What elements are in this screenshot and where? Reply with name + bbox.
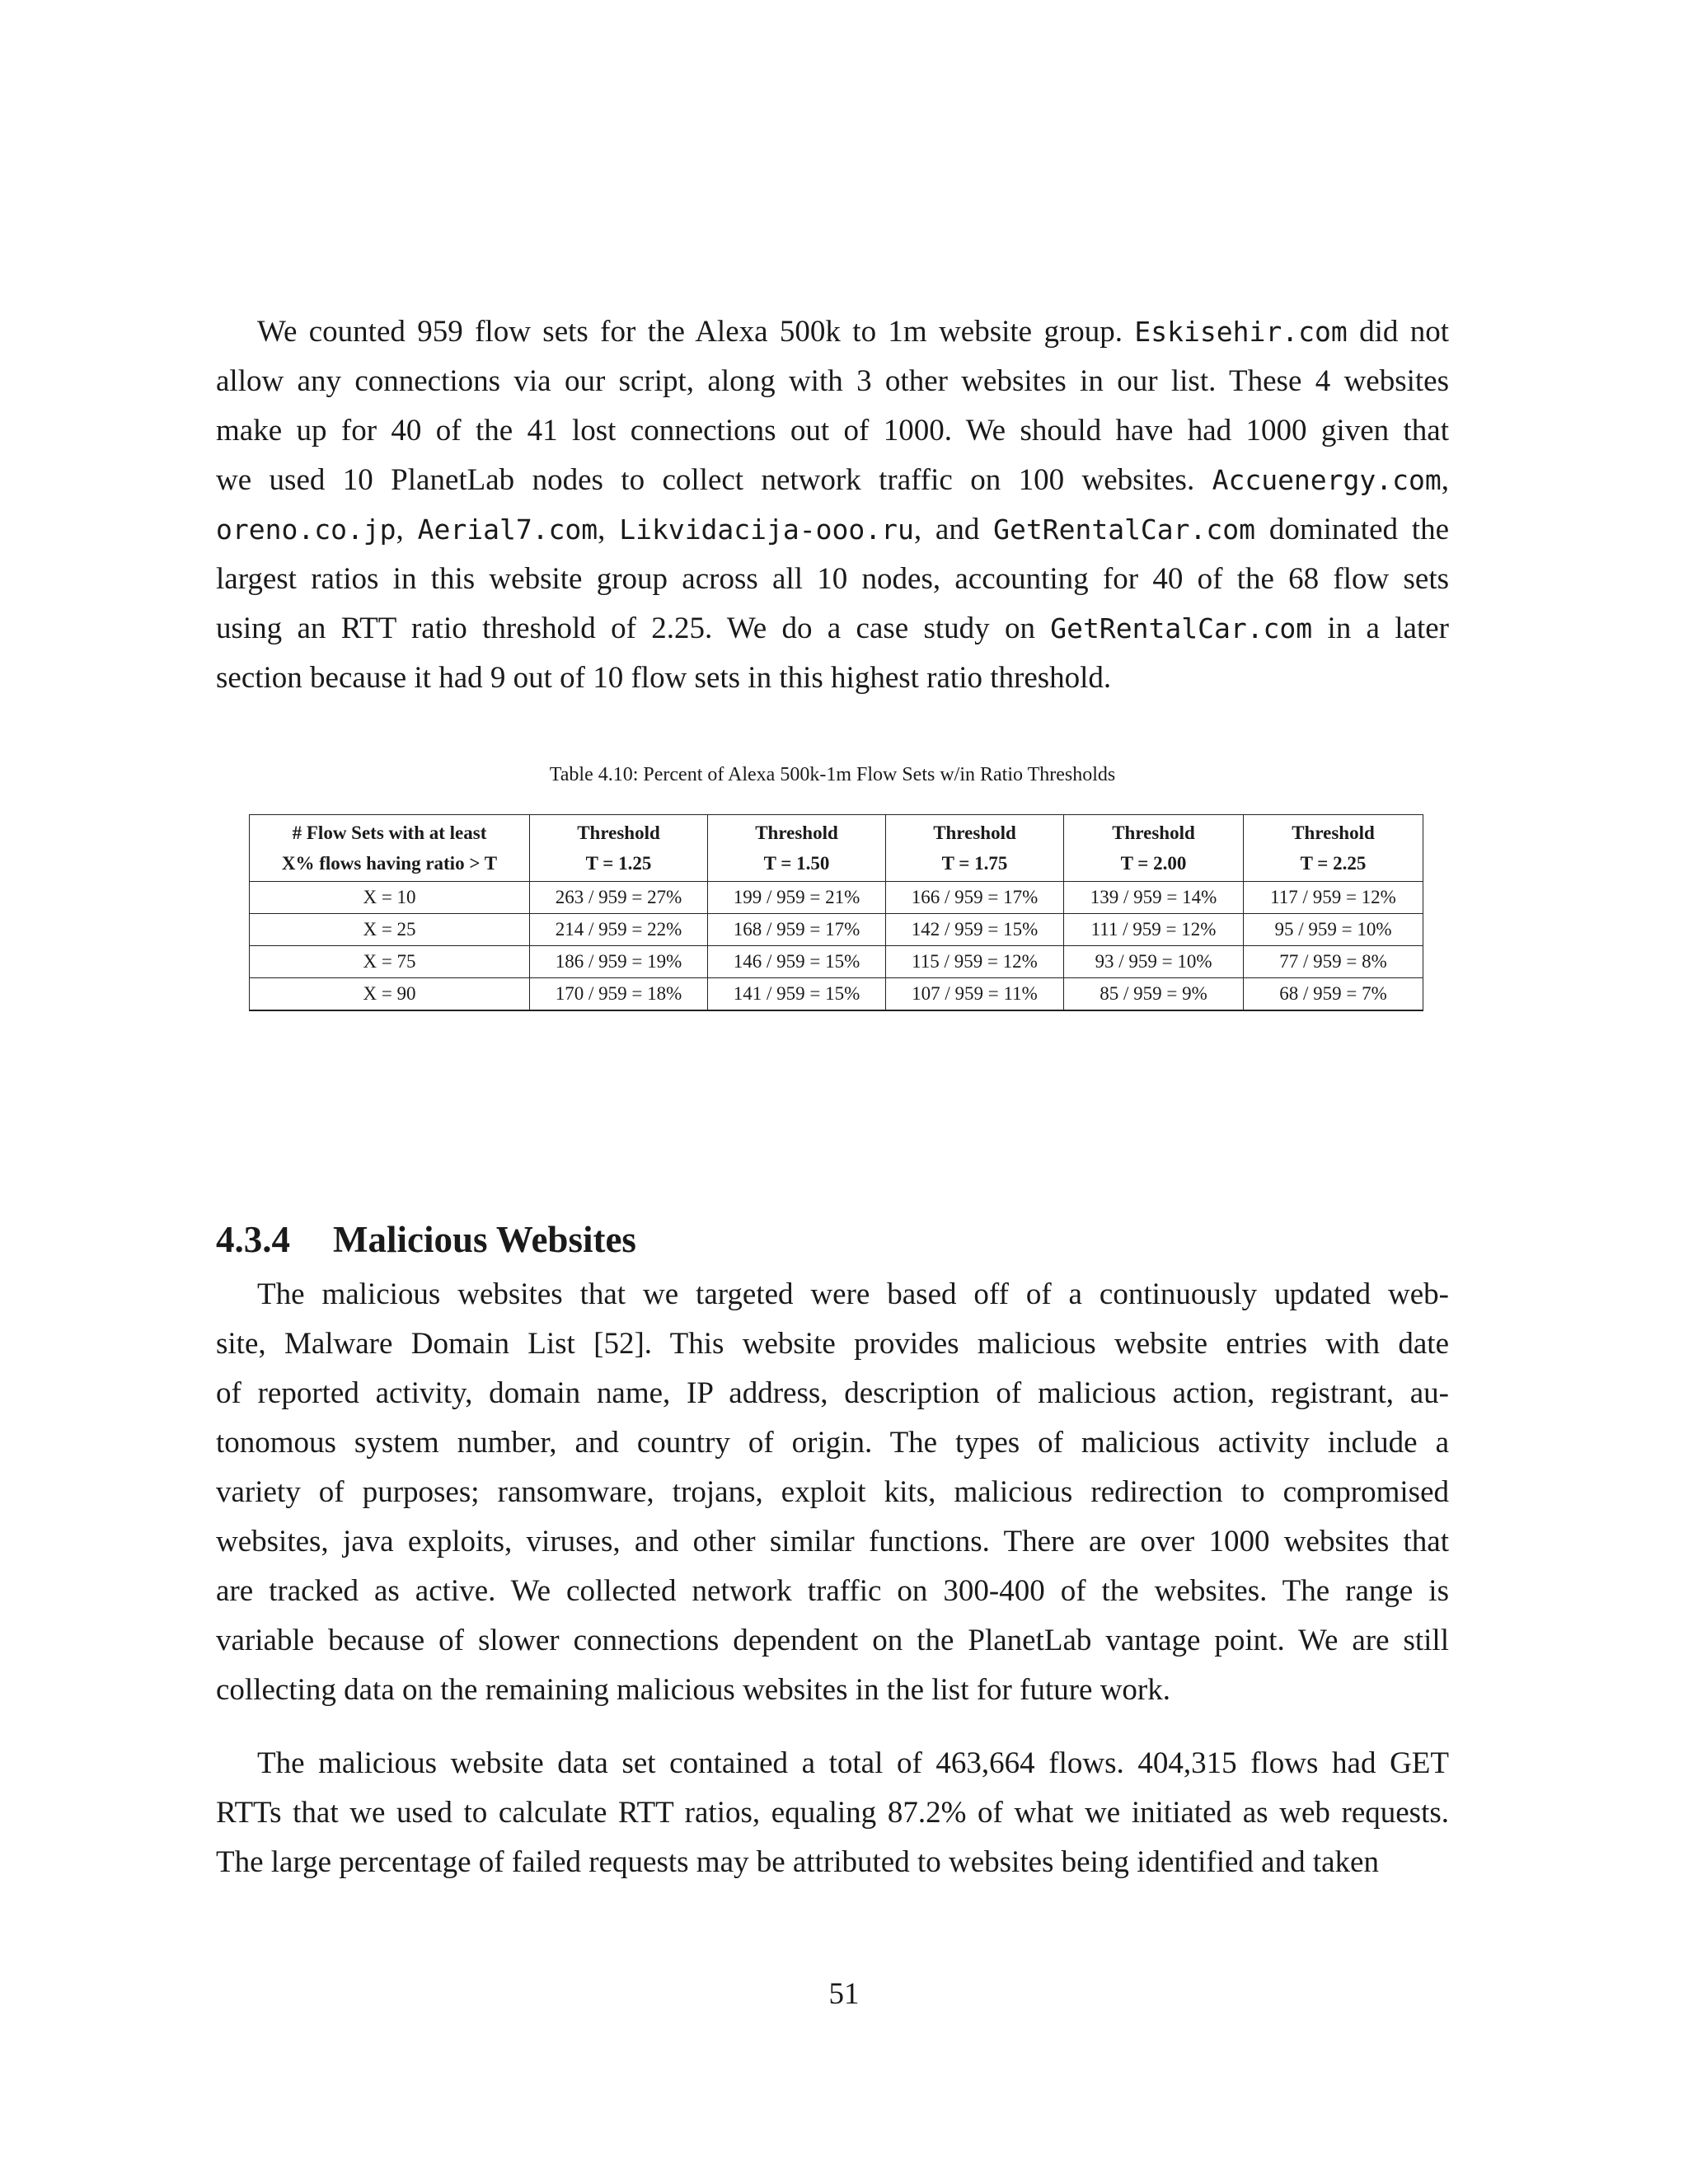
text-run: RTTs that we used to calculate RTT ratios, equaling 87.2% of what we initiated as web requests. [216, 1796, 1449, 1830]
section-title: Malicious Websites [333, 1219, 636, 1260]
text-line [216, 456, 1449, 505]
table-header-cell: Threshold T = 1.75 [886, 815, 1064, 882]
row-label: X = 10 [250, 882, 530, 914]
text-run: using an RTT ratio threshold of 2.25. We do a case study on [216, 612, 1051, 645]
table-header-cell: Threshold T = 2.25 [1244, 815, 1423, 882]
text-run: , and [913, 513, 994, 546]
domain-name: Eskisehir.com [1134, 316, 1348, 348]
table-cell: 166 / 959 = 17% [886, 882, 1064, 914]
text-run: tonomous system number, and country of origin. The types of malicious activity include a [216, 1426, 1449, 1460]
header-col0-line2: X% flows having ratio > T [281, 853, 498, 874]
text-line [216, 1517, 1449, 1567]
text-run: make up for 40 of the 41 lost connections out of 1000. We should have had 1000 given that [216, 414, 1449, 448]
text-run: allow any connections via our script, along with 3 other websites in our list. These 4 websites [216, 364, 1449, 398]
text-run: section because it had 9 out of 10 flow sets in this highest ratio threshold. [216, 661, 1112, 695]
text-run: dominated the [1255, 513, 1450, 546]
table-cell: 111 / 959 = 12% [1064, 914, 1244, 946]
table-cell: 107 / 959 = 11% [886, 978, 1064, 1011]
domain-name: Accuenergy.com [1212, 464, 1442, 496]
domain-name: oreno.co.jp [216, 513, 396, 546]
table-header-row [250, 815, 1423, 882]
paragraph-malicious-websites [216, 1270, 1449, 1715]
table-cell: 77 / 959 = 8% [1244, 946, 1423, 978]
table-cell: 141 / 959 = 15% [708, 978, 886, 1011]
page-number: 51 [828, 1977, 860, 2011]
text-run: , [598, 513, 620, 546]
domain-name: Likvidacija-ooo.ru [619, 513, 914, 546]
table-cell: 142 / 959 = 15% [886, 914, 1064, 946]
paragraph-malicious-dataset [216, 1739, 1449, 1887]
table-row [250, 914, 1423, 946]
row-label: X = 25 [250, 914, 530, 946]
table-cell: 93 / 959 = 10% [1064, 946, 1244, 978]
text-run: variable because of slower connections dependent on the PlanetLab vantage point. We are still [216, 1624, 1449, 1657]
text-line [216, 1319, 1449, 1369]
text-line [216, 307, 1449, 357]
table-cell: 68 / 959 = 7% [1244, 978, 1423, 1011]
table-header-cell: Threshold T = 1.25 [530, 815, 708, 882]
text-run: The malicious website data set contained a total of 463,664 flows. 404,315 flows had GET [257, 1746, 1449, 1780]
table-cell: 263 / 959 = 27% [530, 882, 708, 914]
text-line [216, 406, 1449, 456]
table-cell: 170 / 959 = 18% [530, 978, 708, 1011]
text-run: The malicious websites that we targeted were based off of a continuously updated web- [257, 1277, 1449, 1311]
text-run: are tracked as active. We collected network traffic on 300-400 of the websites. The range is [216, 1574, 1449, 1608]
text-line [216, 1838, 1449, 1887]
header-col0-line1: # Flow Sets with at least [292, 823, 487, 843]
text-line [216, 1567, 1449, 1616]
domain-name: GetRentalCar.com [1050, 612, 1313, 644]
text-run: We counted 959 flow sets for the Alexa 500k to 1m website group. [257, 315, 1135, 349]
text-line [216, 505, 1449, 555]
table-row [250, 882, 1423, 914]
text-line [216, 1616, 1449, 1666]
table-row [250, 946, 1423, 978]
text-line [216, 1666, 1449, 1715]
domain-name: GetRentalCar.com [993, 513, 1256, 546]
text-line [216, 555, 1449, 604]
section-number: 4.3.4 [216, 1219, 290, 1260]
table-cell: 117 / 959 = 12% [1244, 882, 1423, 914]
text-run: collecting data on the remaining malicious websites in the list for future work. [216, 1673, 1171, 1707]
table-cell: 199 / 959 = 21% [708, 882, 886, 914]
text-run: websites, java exploits, viruses, and other similar functions. There are over 1000 websites that [216, 1525, 1449, 1558]
row-label: X = 75 [250, 946, 530, 978]
table-cell: 146 / 959 = 15% [708, 946, 886, 978]
text-line [216, 604, 1449, 654]
table-cell: 85 / 959 = 9% [1064, 978, 1244, 1011]
domain-name: Aerial7.com [417, 513, 598, 546]
table-cell: 214 / 959 = 22% [530, 914, 708, 946]
row-label: X = 90 [250, 978, 530, 1011]
text-run: , [396, 513, 418, 546]
text-run: in a later [1312, 612, 1449, 645]
text-run: variety of purposes; ransomware, trojans, exploit kits, malicious redirection to compromised [216, 1475, 1449, 1509]
flow-sets-table [249, 814, 1423, 1011]
text-line [216, 1739, 1449, 1788]
text-line [216, 654, 1449, 703]
text-line [216, 357, 1449, 406]
table-header-cell: Threshold T = 2.00 [1064, 815, 1244, 882]
table-cell: 95 / 959 = 10% [1244, 914, 1423, 946]
paragraph-alexa-500k-1m [216, 307, 1449, 703]
text-line [216, 1270, 1449, 1319]
table-header-cell [250, 815, 530, 882]
text-line [216, 1418, 1449, 1468]
table-caption: Table 4.10: Percent of Alexa 500k-1m Flow Sets w/in Ratio Thresholds [549, 764, 1116, 785]
table-header-cell: Threshold T = 1.50 [708, 815, 886, 882]
text-run: The large percentage of failed requests may be attributed to websites being identified and taken [216, 1845, 1379, 1879]
table-cell: 115 / 959 = 12% [886, 946, 1064, 978]
text-line [216, 1788, 1449, 1838]
text-run: we used 10 PlanetLab nodes to collect network traffic on 100 websites. [216, 463, 1212, 497]
table-cell: 168 / 959 = 17% [708, 914, 886, 946]
section-heading [216, 1215, 636, 1264]
text-line [216, 1369, 1449, 1418]
table-cell: 139 / 959 = 14% [1064, 882, 1244, 914]
text-run: , [1441, 463, 1449, 497]
text-run: did not [1347, 315, 1449, 349]
table-cell: 186 / 959 = 19% [530, 946, 708, 978]
text-run: largest ratios in this website group across all 10 nodes, accounting for 40 of the 68 flow sets [216, 562, 1449, 596]
table-row [250, 978, 1423, 1011]
text-line [216, 1468, 1449, 1517]
text-run: site, Malware Domain List [52]. This website provides malicious website entries with date [216, 1327, 1449, 1361]
text-run: of reported activity, domain name, IP address, description of malicious action, registrant, au- [216, 1376, 1449, 1410]
